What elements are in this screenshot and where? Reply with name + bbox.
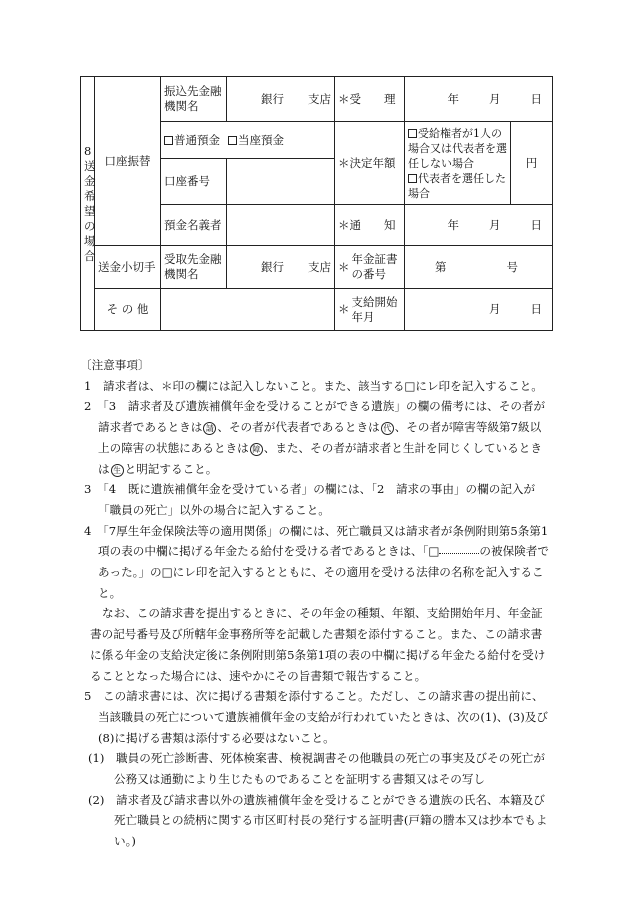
bank-name-field[interactable]: 銀行 支店 bbox=[227, 77, 335, 122]
circled-seikyu-mark: 請 bbox=[203, 422, 216, 435]
account-number-field[interactable] bbox=[227, 159, 335, 205]
note-5-item-1: (1) 職員の死亡診断書、死体検案書、検視調書その他職員の死亡の事実及びその死亡が公務又は通勤により生じたものであることを証明する書類又はその写し bbox=[88, 751, 545, 787]
notice-date-field: 年 月 日 bbox=[405, 205, 553, 246]
account-holder-field[interactable] bbox=[227, 205, 335, 246]
deposit-type-field[interactable]: 普通預金 当座預金 bbox=[161, 122, 335, 159]
receiving-bank-field[interactable]: 銀行 支店 bbox=[227, 246, 335, 289]
current-deposit-checkbox[interactable] bbox=[228, 136, 237, 145]
option-selected-checkbox[interactable] bbox=[408, 174, 417, 183]
note-2: 2 「3 請求者及び遺族補償年金を受けることができる遺族」の欄の備考には、その者が請求者であるときは 請 、その者が代表者であるときは 代 、その者が障害等級第7級以上の障害の状態にあるときは 障 、また、その者が請求者と生計を同じくしているときは 生 と明記すること。 bbox=[84, 399, 546, 476]
other-field[interactable] bbox=[161, 289, 335, 331]
note-1: 1 請求者は、＊印の欄には記入しないこと。また、該当する□にレ印を記入すること。 bbox=[84, 378, 543, 393]
notes-section bbox=[80, 355, 552, 852]
circled-dai-mark: 代 bbox=[381, 422, 394, 435]
receipt-label: ＊受 理 bbox=[335, 77, 405, 122]
pension-cert-label: ＊ 年金証書の番号 bbox=[335, 246, 405, 289]
ordinary-deposit-checkbox[interactable] bbox=[164, 136, 173, 145]
circled-shou-mark: 障 bbox=[250, 443, 263, 456]
account-transfer-label: 口座振替 bbox=[95, 77, 161, 246]
circled-sei-mark: 生 bbox=[111, 464, 124, 477]
note-5: 5 この請求書には、次に掲げる書類を添付すること。ただし、この請求書の提出前に、当該職員の死亡について遺族補償年金の支給が行われていたときは、次の(1)、(3)及び(8)に掲げる書類は添付する必要はないこと。 bbox=[84, 689, 548, 745]
start-date-field: 月 日 bbox=[405, 289, 553, 331]
bank-name-label: 振込先金融機関名 bbox=[161, 77, 227, 122]
decision-amount-label: ＊決定年額 bbox=[335, 122, 405, 205]
note-4: 4 「7厚生年金保険法等の適用関係」の欄には、死亡職員又は請求者が条例附則第5条第1項の表の中欄に掲げる年金たる給付を受ける者であるときは、「□ の被保険者であった。」の□にレ印を記入するとともに、その適用を受ける法律の名称を記入すること。 bbox=[84, 523, 549, 600]
start-date-label: ＊ 支給開始年月 bbox=[335, 289, 405, 331]
remittance-table bbox=[80, 76, 553, 331]
receiving-bank-label: 受取先金融機関名 bbox=[161, 246, 227, 289]
notes-heading: 〔注意事項〕 bbox=[80, 358, 150, 372]
section-8-title: 8 送 金 希 望 の 場 合 bbox=[81, 77, 95, 331]
option-not-selected-checkbox[interactable] bbox=[408, 129, 417, 138]
money-order-label: 送金小切手 bbox=[95, 246, 161, 289]
note-4-paragraph-2: なお、この請求書を提出するときに、その年金の種類、年額、支給開始年月、年金証書の記号番号及び所轄年金事務所等を記載した書類を添付すること。また、この請求書に係る年金の支給決定後に条例附則第5条第1項の表の中欄に掲げる年金たる給付を受けることとなった場合には、速やかにその旨書類で報告すること。 bbox=[90, 606, 546, 683]
note-3: 3 「4 既に遺族補償年金を受けている者」の欄には、「2 請求の事由」の欄の記入が「職員の死亡」以外の場合に記入すること。 bbox=[84, 482, 536, 517]
notice-label: ＊通 知 bbox=[335, 205, 405, 246]
decision-amount-options: 受給権者が1人の場合又は代表者を選任しない場合 代表者を選任した場合 bbox=[405, 122, 511, 205]
yen-unit: 円 bbox=[511, 122, 553, 205]
receipt-date-field: 年 月 日 bbox=[405, 77, 553, 122]
account-number-label: 口座番号 bbox=[161, 159, 227, 205]
other-label: そ の 他 bbox=[95, 289, 161, 331]
pension-cert-number-field: 第 号 bbox=[405, 246, 553, 289]
note-5-item-2: (2) 請求者及び請求書以外の遺族補償年金を受けることができる遺族の氏名、本籍及び死亡職員との続柄に関する市区町村長の発行する証明書(戸籍の謄本又は抄本でもよい。) bbox=[88, 792, 548, 849]
account-holder-label: 預金名義者 bbox=[161, 205, 227, 246]
